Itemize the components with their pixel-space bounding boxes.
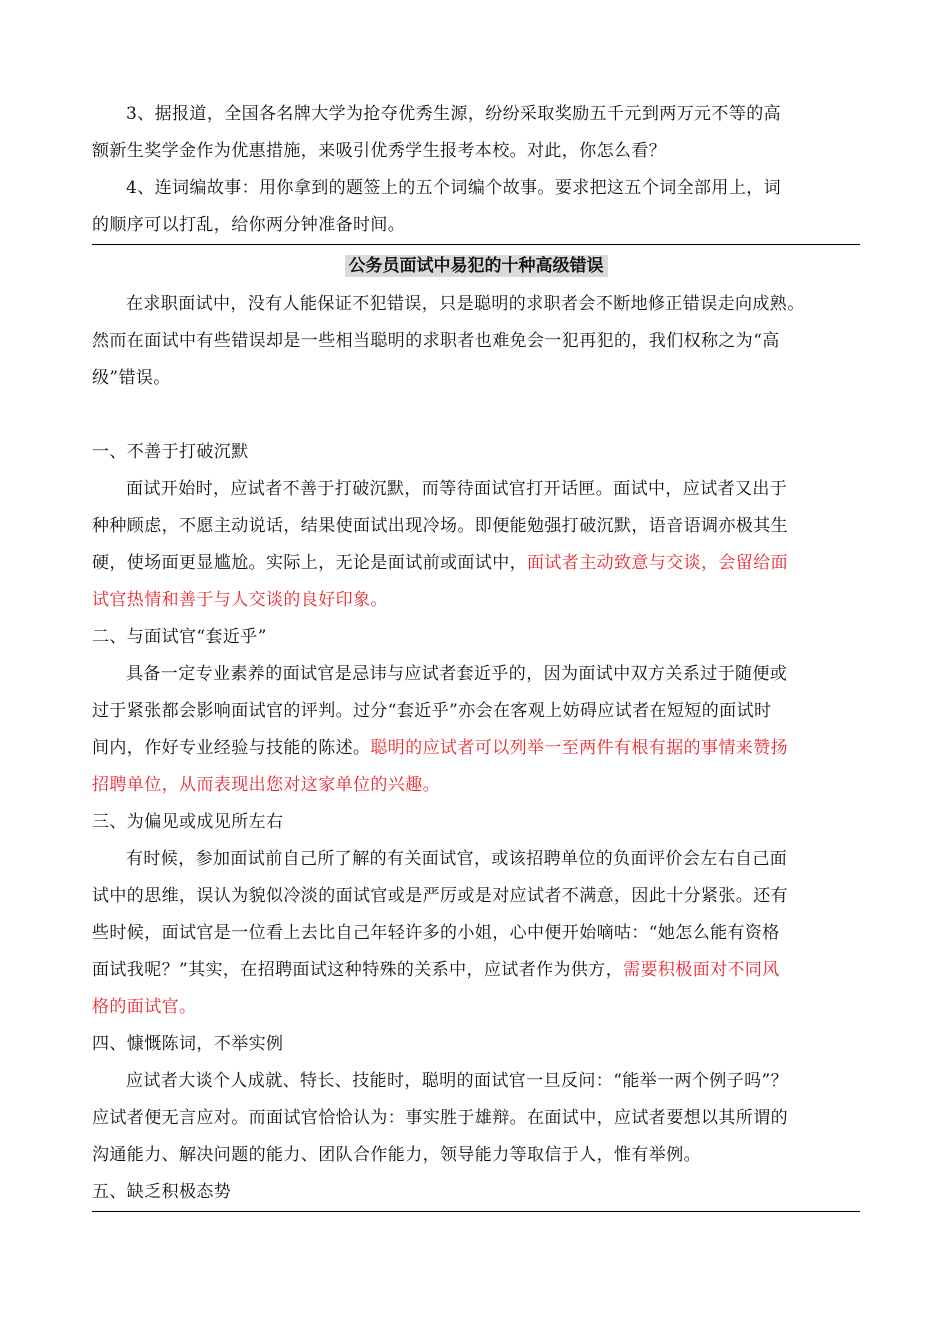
section-5: [92, 1174, 860, 1212]
section-3: [92, 804, 860, 1026]
text-line: [92, 767, 860, 804]
blank-line: [92, 397, 860, 434]
question-4: [92, 170, 860, 245]
text-line: [92, 508, 860, 545]
plain-text: 间内，作好专业经验与技能的陈述。: [92, 738, 371, 758]
section-heading: 五、缺乏积极态势: [92, 1182, 232, 1202]
text-line: [92, 878, 860, 915]
text-line: [92, 545, 860, 582]
plain-text: 试中的思维，误认为貌似冷淡的面试官或是严厉或是对应试者不满意，因此十分紧张。还有: [92, 886, 788, 906]
text-line: [92, 1100, 860, 1137]
section-1: [92, 434, 860, 619]
highlighted-text: 试官热情和善于与人交谈的良好印象。: [92, 590, 388, 610]
plain-text: 面试开始时，应试者不善于打破沉默，而等待面试官打开话匣。面试中，应试者又出于: [126, 479, 788, 499]
highlighted-text: 聪明的应试者可以列举一至两件有根有据的事情来赞扬: [370, 738, 789, 758]
text-line: [92, 989, 860, 1026]
text-line: 4、连词编故事：用你拿到的题签上的五个词编个故事。要求把这五个词全部用上，词: [126, 178, 782, 198]
text-line: [92, 582, 860, 619]
text-line: [92, 952, 860, 989]
text-line: [92, 915, 860, 952]
article-title-wrap: [92, 245, 860, 286]
plain-text: 种种顾虑，不愿主动说话，结果使面试出现冷场。即便能勉强打破沉默，语音语调亦极其生: [92, 516, 788, 536]
text-line: [92, 471, 860, 508]
highlighted-text: 需要积极面对不同风: [623, 960, 780, 980]
text-line: 额新生奖学金作为优惠措施，来吸引优秀学生报考本校。对此，你怎么看？: [92, 141, 667, 161]
section-heading: 三、为偏见或成见所左右: [92, 812, 284, 832]
text-line: 的顺序可以打乱，给你两分钟准备时间。: [92, 215, 406, 235]
intro-paragraph: [92, 286, 860, 397]
text-line: 然而在面试中有些错误却是一些相当聪明的求职者也难免会一犯再犯的，我们权称之为“高: [92, 331, 780, 351]
plain-text: 沟通能力、解决问题的能力、团队合作能力，领导能力等取信于人，惟有举例。: [92, 1145, 701, 1165]
plain-text: 硬，使场面更显尴尬。实际上，无论是面试前或面试中，: [92, 553, 527, 573]
section-heading: 四、慷慨陈词，不举实例: [92, 1034, 284, 1054]
text-line: [92, 841, 860, 878]
section-2: [92, 619, 860, 804]
plain-text: 具备一定专业素养的面试官是忌讳与应试者套近乎的，因为面试中双方关系过于随便或: [126, 664, 788, 684]
highlighted-text: 招聘单位，从而表现出您对这家单位的兴趣。: [92, 775, 440, 795]
section-heading: 一、不善于打破沉默: [92, 442, 249, 462]
question-3: [92, 96, 860, 170]
text-line: [92, 1063, 860, 1100]
highlighted-text: 格的面试官。: [92, 997, 197, 1017]
plain-text: 些时候，面试官是一位看上去比自己年轻许多的小姐，心中便开始嘀咕：“她怎么能有资格: [92, 923, 780, 943]
article-title: 公务员面试中易犯的十种高级错误: [345, 255, 608, 277]
plain-text: 面试我呢？”其实，在招聘面试这种特殊的关系中，应试者作为供方，: [92, 960, 624, 980]
text-line: 级”错误。: [92, 368, 171, 388]
text-line: 在求职面试中，没有人能保证不犯错误，只是聪明的求职者会不断地修正错误走向成熟。: [126, 294, 805, 314]
section-4: [92, 1026, 860, 1174]
plain-text: 应试者大谈个人成就、特长、技能时，聪明的面试官一旦反问：“能举一两个例子吗”？: [126, 1071, 788, 1091]
text-line: [92, 1137, 860, 1174]
plain-text: 过于紧张都会影响面试官的评判。过分“套近乎”亦会在客观上妨碍应试者在短短的面试时: [92, 701, 772, 721]
plain-text: 有时候，参加面试前自己所了解的有关面试官，或该招聘单位的负面评价会左右自己面: [126, 849, 788, 869]
text-line: [92, 656, 860, 693]
text-line: 3、据报道，全国各名牌大学为抢夺优秀生源，纷纷采取奖励五千元到两万元不等的高: [126, 104, 782, 124]
document-page: [92, 96, 860, 1212]
text-line: [92, 693, 860, 730]
plain-text: 应试者便无言应对。而面试官恰恰认为：事实胜于雄辩。在面试中，应试者要想以其所谓的: [92, 1108, 788, 1128]
highlighted-text: 面试者主动致意与交谈，会留给面: [527, 553, 788, 573]
text-line: [92, 730, 860, 767]
section-heading: 二、与面试官“套近乎”: [92, 627, 267, 647]
